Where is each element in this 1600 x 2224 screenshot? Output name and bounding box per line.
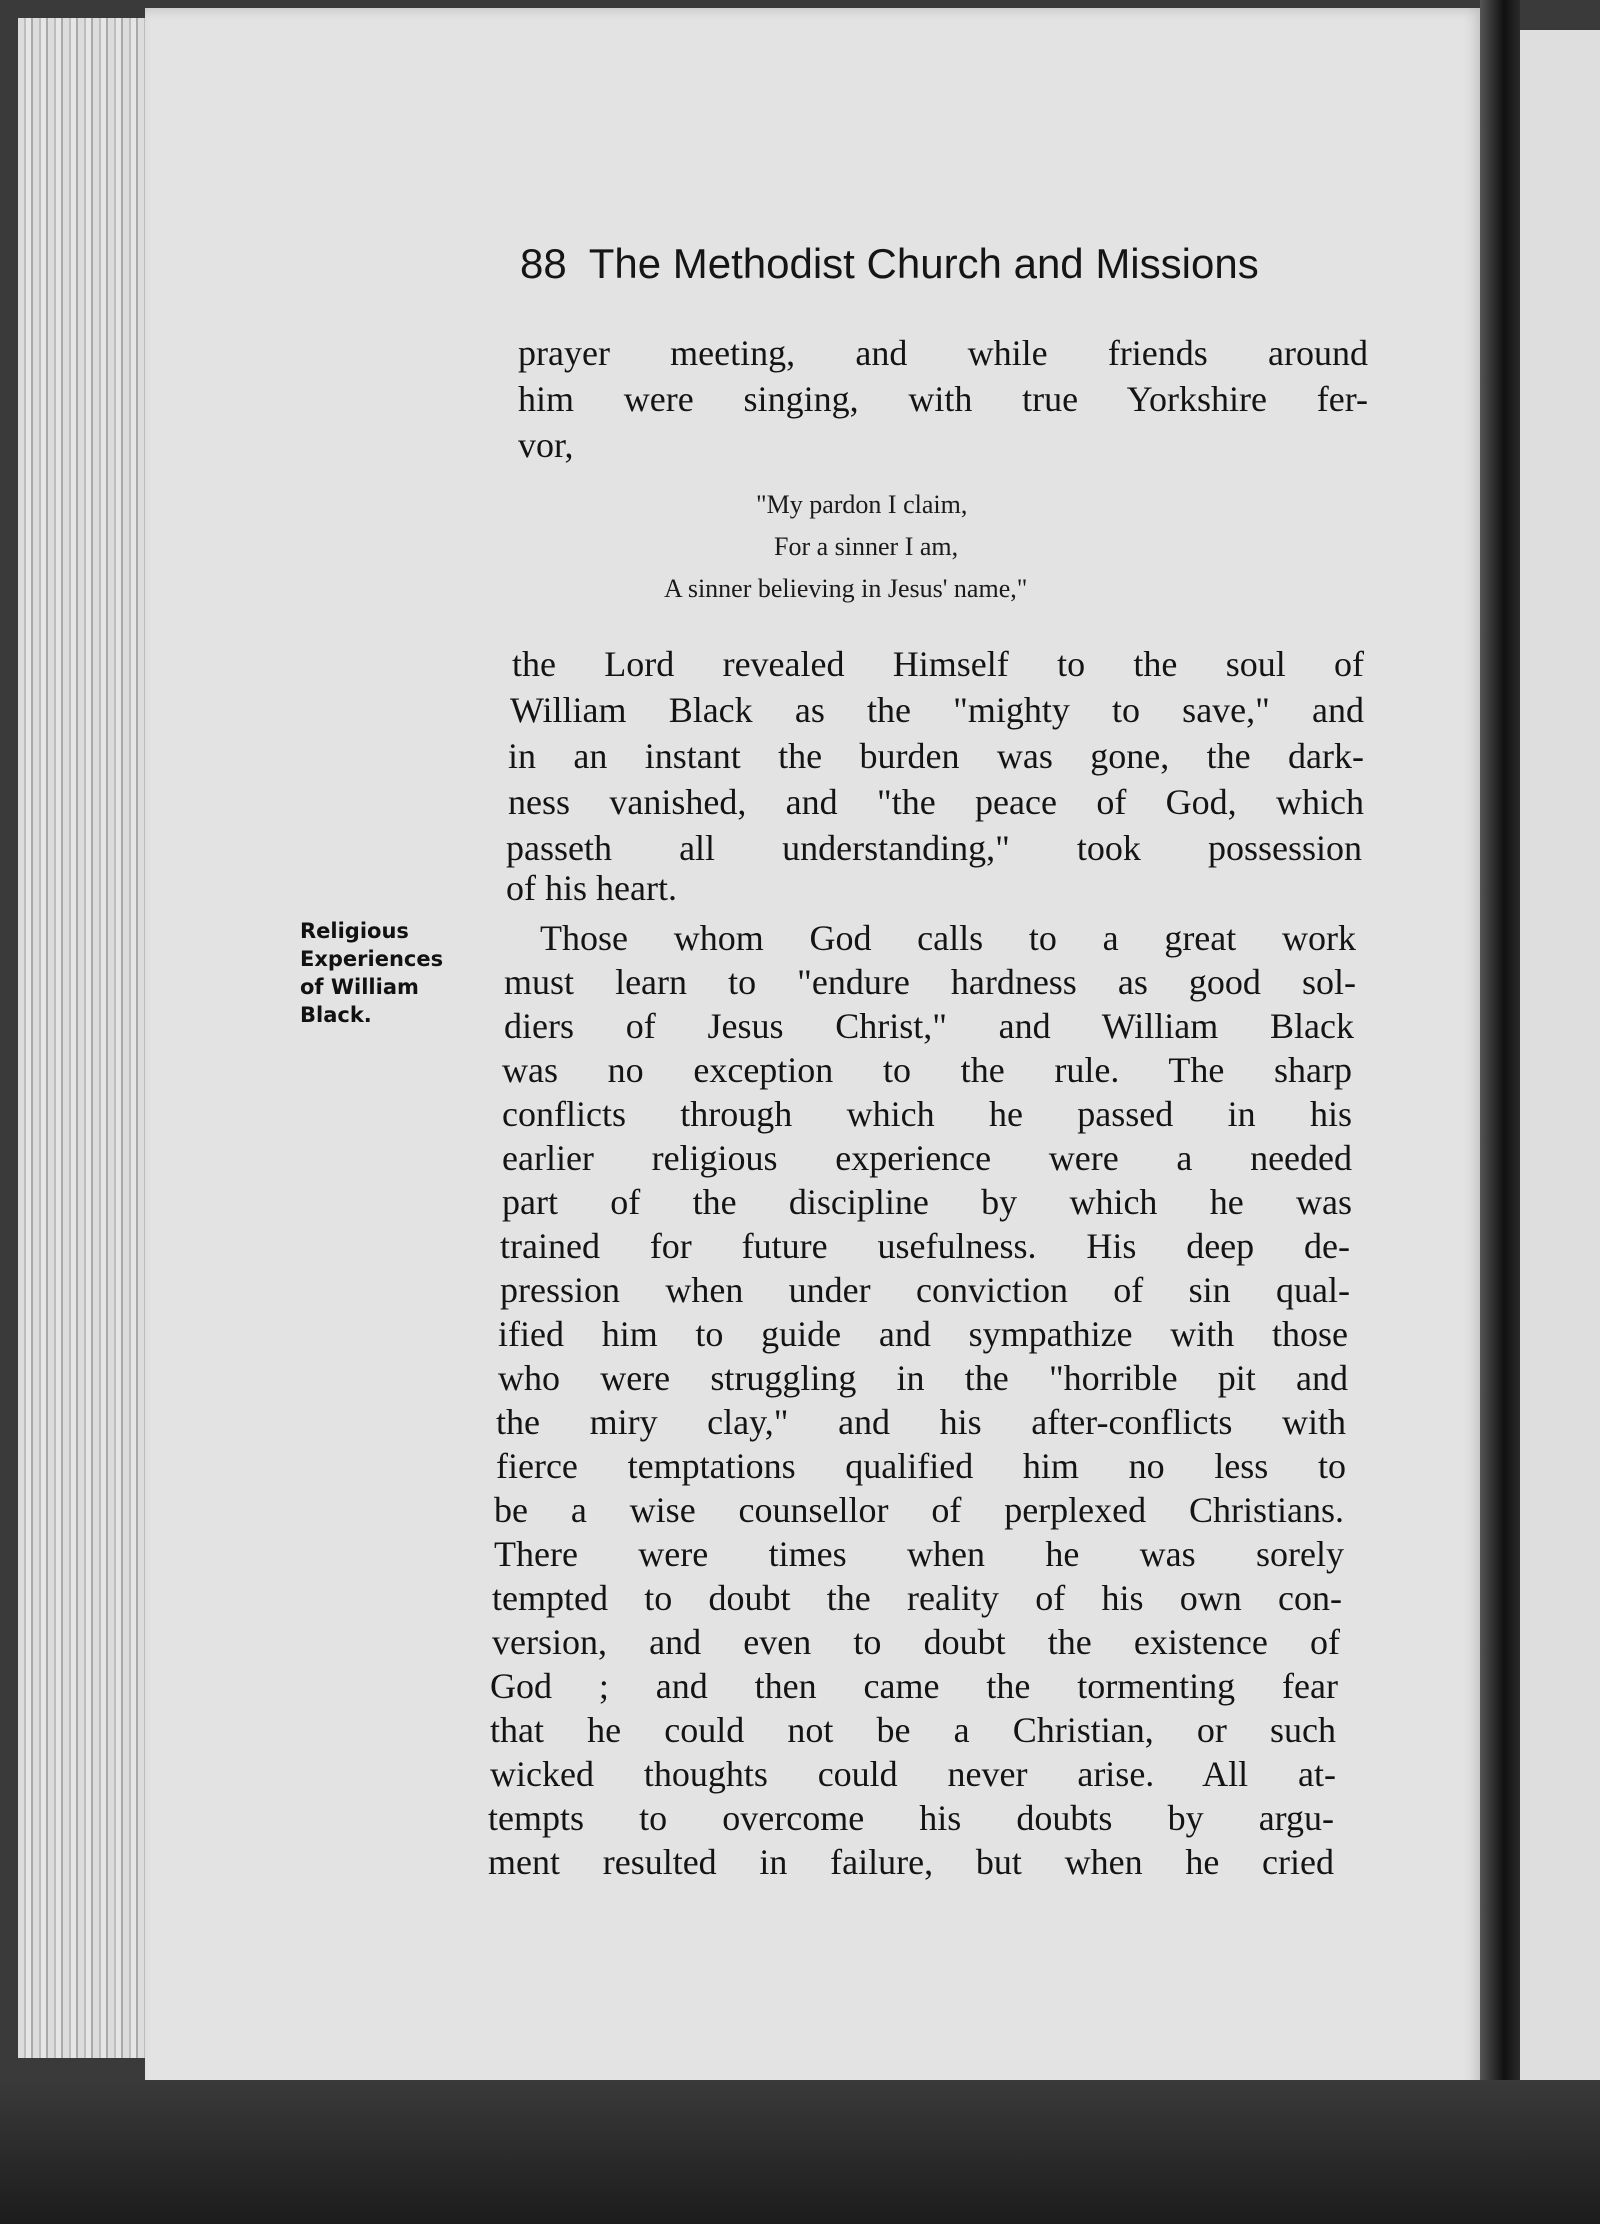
body-line: vor, <box>518 425 574 465</box>
body-line: tempts to overcome his doubts by argu- <box>488 1798 1334 1838</box>
body-line: version, and even to doubt the existence of <box>492 1622 1340 1662</box>
body-line: wicked thoughts could never arise. All at- <box>490 1754 1336 1794</box>
running-header <box>520 238 1366 290</box>
page-edges <box>18 18 148 2058</box>
body-line: pression when under conviction of sin qual- <box>500 1270 1350 1310</box>
body-line: William Black as the "mighty to save," and <box>510 690 1364 730</box>
body-line: God ; and then came the tormenting fear <box>490 1666 1338 1706</box>
facing-page-edge <box>1520 30 1600 2090</box>
side-note-line: of William <box>300 975 419 999</box>
book-gutter <box>1480 0 1520 2224</box>
body-line: fierce temptations qualified him no less to <box>496 1446 1346 1486</box>
body-line: prayer meeting, and while friends around <box>518 333 1368 373</box>
body-line: in an instant the burden was gone, the dark- <box>508 736 1364 776</box>
body-line: Those whom God calls to a great work <box>540 918 1356 958</box>
running-title: The Methodist Church and Missions <box>588 240 1259 287</box>
body-line: must learn to "endure hardness as good sol- <box>504 962 1356 1002</box>
verse-line: A sinner believing in Jesus' name," <box>664 574 1028 603</box>
body-line: the miry clay," and his after-conflicts with <box>496 1402 1346 1442</box>
verse-line: "My pardon I claim, <box>756 490 968 519</box>
body-line: who were struggling in the "horrible pit and <box>498 1358 1348 1398</box>
body-line: ness vanished, and "the peace of God, which <box>508 782 1364 822</box>
body-line: conflicts through which he passed in his <box>502 1094 1352 1134</box>
body-line: ified him to guide and sympathize with those <box>498 1314 1348 1354</box>
body-line: earlier religious experience were a needed <box>502 1138 1352 1178</box>
body-line: tempted to doubt the reality of his own con- <box>492 1578 1342 1618</box>
body-line: him were singing, with true Yorkshire fer- <box>518 379 1368 419</box>
body-line: the Lord revealed Himself to the soul of <box>512 644 1364 684</box>
body-line: was no exception to the rule. The sharp <box>502 1050 1352 1090</box>
verse-line: For a sinner I am, <box>774 532 959 561</box>
body-line: ment resulted in failure, but when he cried <box>488 1842 1334 1882</box>
body-line: be a wise counsellor of perplexed Christians. <box>494 1490 1344 1530</box>
body-line: diers of Jesus Christ," and William Black <box>504 1006 1354 1046</box>
body-line: of his heart. <box>506 868 677 908</box>
side-note-line: Experiences <box>300 947 444 971</box>
body-line: trained for future usefulness. His deep de- <box>500 1226 1350 1266</box>
body-line: part of the discipline by which he was <box>502 1182 1352 1222</box>
side-note-line: Religious <box>300 919 409 943</box>
body-line: There were times when he was sorely <box>494 1534 1344 1574</box>
body-line: that he could not be a Christian, or such <box>490 1710 1336 1750</box>
body-line: passeth all understanding," took possession <box>506 828 1362 868</box>
page-number: 88 <box>520 240 567 287</box>
side-note-line: Black. <box>300 1003 372 1027</box>
scan-bottom-shadow <box>0 2080 1600 2224</box>
